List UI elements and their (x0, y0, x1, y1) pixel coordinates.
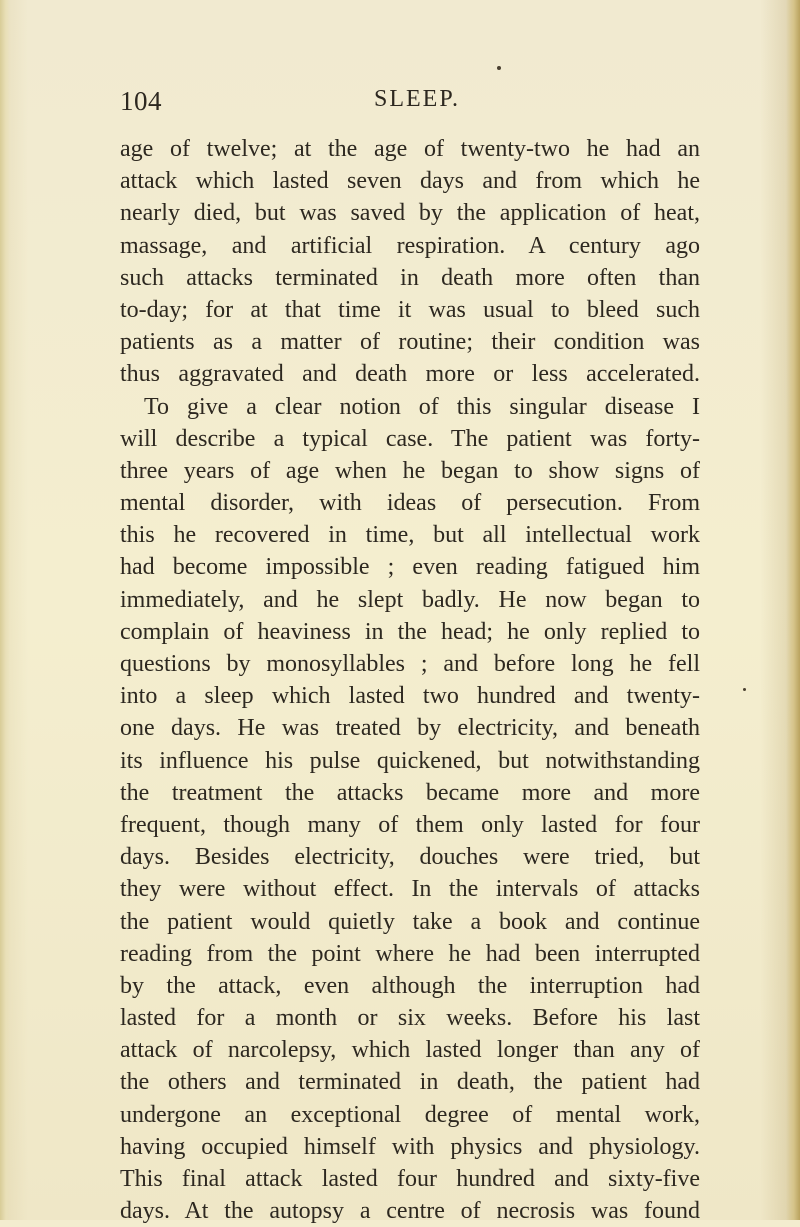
text-line: frequent, though many of them only lasted for four (120, 811, 700, 838)
text-line: three years of age when he began to show signs of (120, 457, 700, 484)
text-line: this he recovered in time, but all intellectual work (120, 522, 700, 549)
text-line: will describe a typical case. The patient was forty- (120, 425, 700, 452)
text-line: This final attack lasted four hundred and sixty-five (120, 1166, 700, 1192)
text-line: they were without effect. In the intervals of attacks (120, 876, 700, 903)
paper-speck (497, 66, 501, 70)
text-line: undergone an exceptional degree of mental work, (120, 1101, 700, 1128)
text-line: To give a clear notion of this singular disease I (144, 393, 700, 420)
text-line: having occupied himself with physics and physiology. (120, 1133, 700, 1160)
text-line: lasted for a month or six weeks. Before his last (120, 1005, 700, 1032)
text-line: questions by monosyllables ; and before long he fell (120, 651, 700, 677)
text-line: had become impossible ; even reading fatigued him (120, 554, 700, 581)
text-line: into a sleep which lasted two hundred and twenty- (120, 683, 700, 710)
text-line: reading from the point where he had been interrupted (120, 940, 700, 967)
text-line: days. Besides electricity, douches were tried, but (120, 844, 700, 871)
page-edge-shadow (786, 0, 800, 1220)
text-line: patients as a matter of routine; their condition was (120, 329, 700, 356)
text-line: its influence his pulse quickened, but notwithstanding (120, 747, 700, 774)
page-header (120, 86, 700, 122)
text-line: days. At the autopsy a centre of necrosis was found (120, 1198, 700, 1225)
text-line: complain of heaviness in the head; he only replied to (120, 618, 700, 645)
text-line: massage, and artificial respiration. A century ago (120, 232, 700, 259)
text-line: attack which lasted seven days and from which he (120, 168, 700, 195)
body-text (120, 133, 700, 1227)
text-line: mental disorder, with ideas of persecution. From (120, 490, 700, 517)
text-line: the treatment the attacks became more and more (120, 779, 700, 806)
text-line: age of twelve; at the age of twenty-two he had an (120, 136, 700, 162)
text-line: by the attack, even although the interruption had (120, 972, 700, 999)
page-number: 104 (120, 86, 162, 116)
text-line: attack of narcolepsy, which lasted longer than any of (120, 1037, 700, 1064)
running-head: SLEEP. (374, 86, 461, 112)
text-line: the patient would quietly take a book and continue (120, 908, 700, 935)
text-line: immediately, and he slept badly. He now began to (120, 586, 700, 613)
text-line: the others and terminated in death, the patient had (120, 1069, 700, 1096)
text-line: to-day; for at that time it was usual to bleed such (120, 296, 700, 323)
paper-speck (743, 688, 746, 691)
page-gutter-shadow (0, 0, 10, 1220)
text-line: one days. He was treated by electricity, and beneath (120, 715, 700, 742)
text-line: nearly died, but was saved by the application of heat, (120, 200, 700, 227)
text-line: such attacks terminated in death more often than (120, 264, 700, 291)
text-line: thus aggravated and death more or less accelerated. (120, 361, 700, 388)
